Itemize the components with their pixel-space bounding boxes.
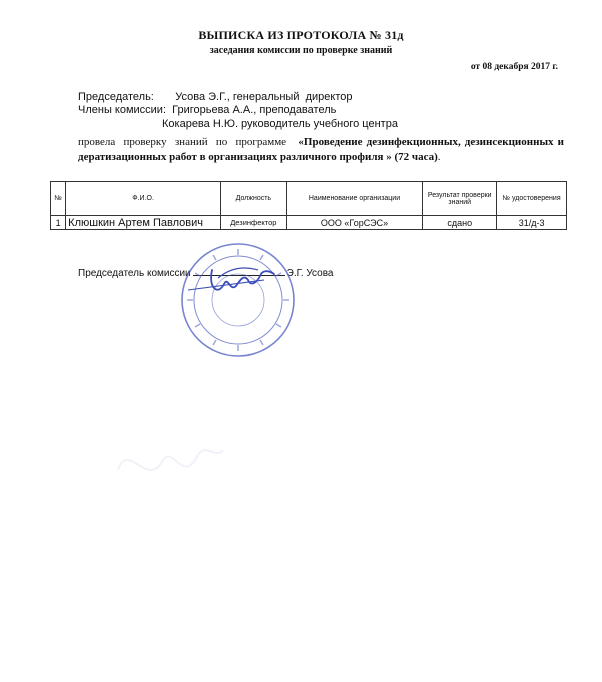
col-organization: Наименование организации [286,182,423,216]
faint-signature-icon [108,430,228,500]
commission-members-2: Кокарева Н.Ю. руководитель учебного центра [162,118,398,130]
table-row [51,216,567,230]
col-number: № [51,182,66,216]
row-result: сдано [423,216,497,230]
row-position: Дезинфектор [220,216,286,230]
row-name: Клюшкин Артем Павлович [66,216,221,230]
program-end: . [437,151,441,163]
document-date: от 08 декабря 2017 г. [470,62,558,72]
table-header-row [51,182,567,216]
row-certificate: 31/д-3 [497,216,567,230]
signature-name: Э.Г. Усова [286,268,334,279]
row-organization: ООО «ГорСЭС» [286,216,423,230]
commission-members: Члены комиссии: Григорьева А.А., преподаватель [78,104,337,116]
document-subtitle: заседания комиссии по проверке знаний [209,45,393,56]
program-name: «Проведение дезинфекционных, дезинсекционных и дератизационных работ в организациях различного профиля » (72 часа) [78,136,564,163]
col-result: Результат проверки знаний [423,182,497,216]
commission-chair: Председатель: Усова Э.Г., генеральный директор [78,91,353,103]
program-paragraph [78,135,564,165]
official-stamp-icon [178,240,298,360]
results-table [50,181,567,230]
program-intro: провела проверку знаний по программе [78,136,287,148]
col-certificate: № удостоверения [497,182,567,216]
row-number: 1 [51,216,66,230]
col-fio: Ф.И.О. [66,182,221,216]
document-title: ВЫПИСКА ИЗ ПРОТОКОЛА № 31д [198,28,404,42]
signature-label: Председатель комиссии [78,268,191,279]
col-position: Должность [220,182,286,216]
